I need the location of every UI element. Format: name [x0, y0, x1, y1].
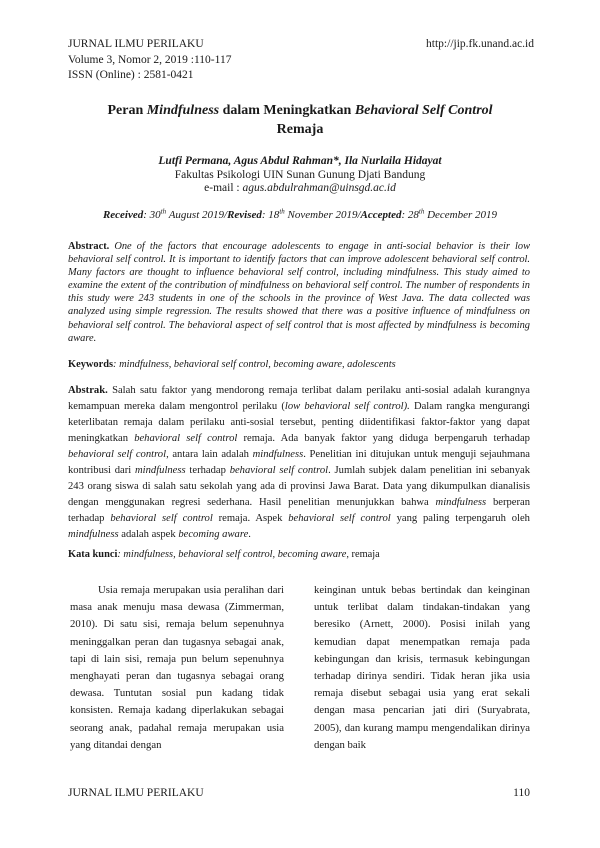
title-text-1: Peran [107, 103, 147, 118]
abstrak-term: behavioral self control [288, 513, 391, 524]
body-column-left: Usia remaja merupakan usia peralihan dari masa anak menuju masa dewasa (Zimmerman, 2010). Di satu sisi, remaja belum sepenuhnya meninggalkan peran dan tugasnya sebagai anak, tapi di lain sisi, remaja pun belum sepenuhnya menghayati peran dan tugasnya sebagai orang dewasa. Tuntutan sosial pun kadang tidak konsisten. Remaja kadang diperlakukan sebagai seorang anak, padahal remaja merupakan usia yang ditandai dengan [70, 584, 284, 751]
article-dates [60, 209, 540, 221]
abstrak-text: . Penelitian ini ditujukan untuk menguji sejauhmana kontribusi dari [68, 449, 530, 476]
journal-url[interactable]: http://jip.fk.unand.ac.id [426, 38, 534, 50]
abstrak-text: yang paling terpengaruh oleh [390, 513, 530, 524]
email-label: e-mail : [204, 182, 243, 194]
abstrak-text: remaja. Ada banyak faktor yang diduga berpengaruh terhadap [237, 433, 530, 444]
kata-kunci-label: Kata kunci [68, 549, 118, 560]
abstrak-term: mindfulness [135, 465, 186, 476]
abstrak-text: terhadap [185, 465, 230, 476]
abstract-text: One of the factors that encourage adolescents to engage in anti-social behavior is their low behavioral self control. It is important to identify factors that can improve adolescent behavioral self control. Many factors are thought to influence behavioral self control, including mindfulness. This study aimed to examine the extent of the contribution of mindfulness on behavioral self control. The number of respondents in this study were 243 students in one of the schools in the province of West Java. The data collected was analyzed using simple regression. The results showed that there was a positive influence of mindfulness on behavioral self control. The behavioral aspect of self control that is most affected by mindfulness is becoming aware. [68, 241, 530, 344]
body-column-right: keinginan untuk bebas bertindak dan keinginan untuk terlibat dalam tindakan-tindakan yang beresiko (Arnett, 2000). Posisi inilah yang kemudian dapat menempatkan remaja pada kebingungan dan krisis, termasuk kebingungan terhadap dirinya sendiri. Tidak heran jika usia remaja disebut sebagai usia yang erat sekali dengan masa pencarian jati diri (Suryabrata, 2005), dan kurang mampu mengendalikan dirinya dengan baik [314, 584, 530, 751]
footer-journal: JURNAL ILMU PERILAKU [68, 787, 204, 799]
kata-kunci-terms: : mindfulness, behavioral self control, becoming aware [117, 549, 347, 560]
title-term-mindfulness: Mindfulness [146, 103, 220, 118]
accepted-label: Accepted [360, 209, 402, 221]
journal-header [68, 37, 231, 84]
accepted-day: : 28 [401, 209, 419, 221]
abstrak-text: . Jumlah subjek dalam penelitian ini sebanyak 243 orang siswa di salah satu sekolah yang ada di provinsi Jawa Barat. Data yang dikumpulkan dianalisis dengan menggunakan regresi sederhana. Hasil penelitian menunjukkan bahwa [68, 465, 530, 508]
abstrak-term: mindfulness [252, 449, 304, 460]
revised-date: November 2019/ [284, 209, 361, 221]
keywords-text: : mindfulness, behavioral self control, becoming aware, adolescents [113, 359, 396, 370]
journal-issn: ISSN (Online) : 2581-0421 [68, 69, 194, 81]
keywords-label: Keywords [68, 359, 114, 370]
title-text-3: Remaja [276, 122, 324, 137]
article-title [60, 101, 540, 139]
title-term-self-control: Behavioral Self Control [354, 103, 493, 118]
abstrak-term: behavioral self control [110, 513, 213, 524]
received-date: August 2019/ [166, 209, 228, 221]
abstrak-term: behavioral self control [68, 449, 167, 460]
received-sup: th [160, 207, 167, 216]
abstrak-text: remaja. Aspek [212, 513, 289, 524]
abstrak-term: behavioral self control [134, 433, 238, 444]
keywords-english [68, 358, 530, 371]
title-text-2: dalam Meningkatkan [219, 103, 355, 118]
abstrak-text: . [248, 529, 251, 540]
abstrak-term: becoming aware [178, 529, 249, 540]
revised-day: : 18 [261, 209, 280, 221]
author-email-line [60, 182, 540, 196]
abstrak-term: behavioral self control [229, 465, 329, 476]
author-block [60, 155, 540, 196]
abstract-label: Abstract. [68, 241, 110, 252]
abstrak-term: mindfulness [435, 497, 487, 508]
accepted-date: December 2019 [424, 209, 498, 221]
revised-sup: th [279, 207, 285, 216]
journal-name: JURNAL ILMU PERILAKU [68, 38, 204, 50]
keywords-indonesian [68, 548, 530, 561]
page-number: 110 [513, 787, 530, 799]
author-affiliation: Fakultas Psikologi UIN Sunan Gunung Djati Bandung [174, 168, 426, 181]
abstrak-label: Abstrak. [68, 385, 108, 396]
author-names: Lutfi Permana, Agus Abdul Rahman*, Ila Nurlaila Hidayat [158, 155, 442, 167]
journal-volume: Volume 3, Nomor 2, 2019 :110-117 [68, 53, 232, 66]
author-email[interactable]: agus.abdulrahman@uinsgd.ac.id [242, 182, 396, 194]
accepted-sup: th [418, 207, 425, 216]
kata-kunci-tail: , remaja [346, 549, 380, 560]
abstract-indonesian [68, 383, 530, 543]
abstrak-text: berperan terhadap [68, 497, 531, 524]
abstrak-text: adalah aspek [118, 529, 179, 540]
abstract-english [68, 240, 530, 345]
abstrak-text: , antara lain adalah [166, 449, 253, 460]
abstrak-term: low behavioral self control). [284, 401, 410, 412]
received-label: Received [102, 209, 144, 221]
abstrak-text: Salah satu faktor yang mendorong remaja terlibat dalam perilaku anti-sosial adalah kurangnya kemampuan mereka dalam mengontrol perilaku ( [68, 385, 530, 412]
revised-label: Revised [227, 209, 262, 221]
abstrak-text: Dalam rangka mengurangi keterlibatan remaja dalam perilaku anti-sosial tersebut, penting diidentifikasi faktor-faktor yang dapat meningkatkan [68, 401, 531, 444]
abstrak-term: mindfulness [68, 529, 119, 540]
received-day: : 30 [143, 209, 161, 221]
